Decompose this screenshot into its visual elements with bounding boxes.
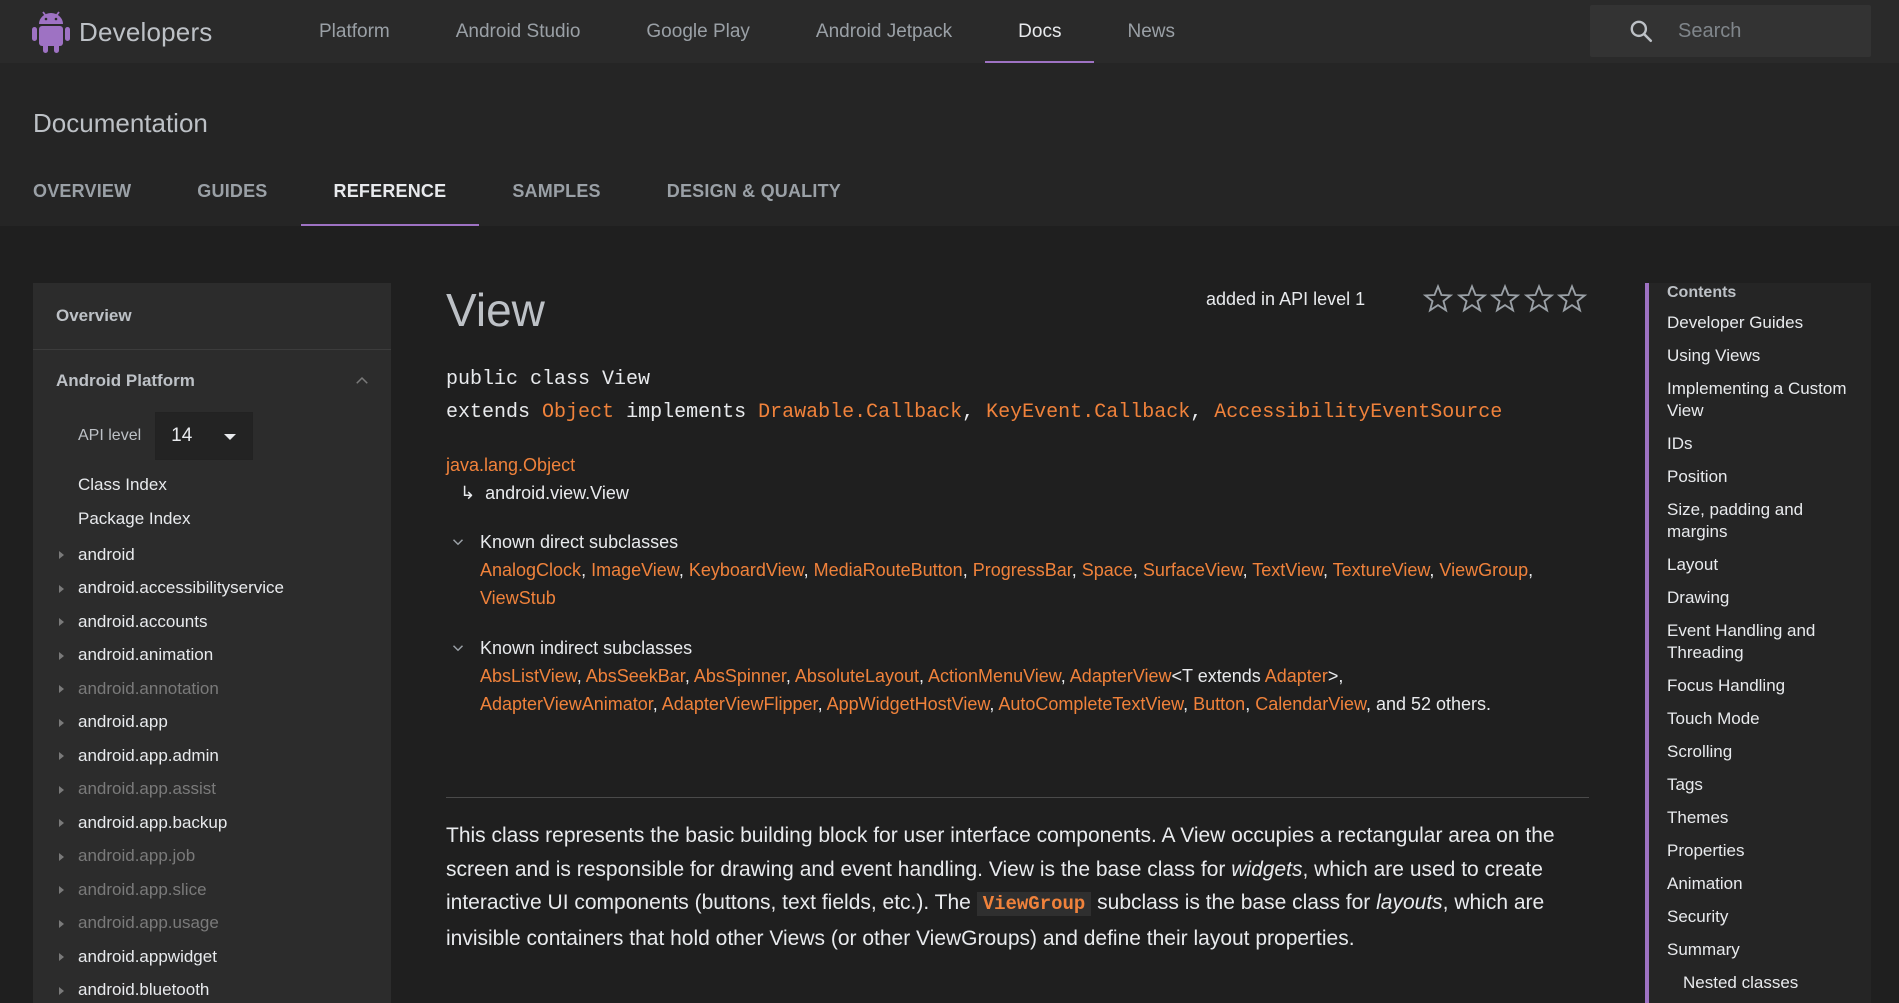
expand-arrow-icon[interactable] (59, 719, 64, 727)
sidebar-package-item[interactable] (33, 840, 391, 874)
star-icon[interactable] (1422, 283, 1454, 315)
api-level-label: API level (78, 427, 142, 444)
subclass-link[interactable]: AbsListView (480, 666, 577, 686)
tab-design-quality[interactable]: DESIGN & QUALITY (666, 180, 841, 201)
subclass-link[interactable]: ProgressBar (972, 560, 1072, 580)
toc-item[interactable]: Animation (1667, 874, 1743, 893)
sidebar-package-label: android.app.assist (78, 779, 216, 799)
subclass-link[interactable]: AbsSeekBar (585, 666, 685, 686)
expand-arrow-icon[interactable] (59, 953, 64, 961)
top-bar (0, 0, 1899, 63)
direct-subclasses-list: AnalogClock, ImageView, KeyboardView, MediaRouteButton, ProgressBar, Space, SurfaceView, TextView, TextureView, ViewGroup, ViewStub (480, 560, 1534, 608)
page-title: View (446, 284, 545, 336)
subclass-link[interactable]: AdapterView (1069, 666, 1172, 686)
direct-subclasses-toggle[interactable] (446, 528, 1591, 556)
direct-subclasses-label: Known direct subclasses (480, 532, 679, 552)
star-icon[interactable] (1556, 283, 1588, 315)
dropdown-caret-icon (224, 434, 236, 440)
sidebar-package-item[interactable] (33, 672, 391, 706)
toc-item[interactable]: Drawing (1667, 588, 1730, 607)
expand-arrow-icon[interactable] (59, 652, 64, 660)
expand-arrow-icon[interactable] (59, 685, 64, 693)
sidebar-item-overview[interactable]: Overview (33, 283, 391, 350)
tab-samples[interactable]: SAMPLES (512, 180, 601, 201)
expand-arrow-icon[interactable] (59, 819, 64, 827)
toc-item[interactable]: Tags (1667, 775, 1703, 794)
subclass-link[interactable]: ViewStub (480, 588, 556, 608)
indirect-line-1: AbsListView, AbsSeekBar, AbsSpinner, AbsoluteLayout, ActionMenuView, AdapterView<T extends Adapter>, (480, 666, 1344, 686)
class-description: This class represents the basic building block for user interface components. A View occupies a rectangular area on the screen and is responsible for drawing and event handling. View is the base class for widgets, which are used to create interactive UI components (buttons, text fields, etc.). The ViewGroup subclass is the base class for layouts, which are invisible containers that hold other Views (or other ViewGroups) and define their layout properties. (446, 824, 1555, 950)
sidebar-package-item[interactable] (33, 706, 391, 740)
toc-item[interactable]: Size, padding and margins (1667, 500, 1804, 541)
left-sidebar (33, 283, 391, 1003)
hierarchy-child (446, 479, 629, 507)
indirect-subclasses (446, 634, 1591, 718)
sidebar-package-item[interactable] (33, 538, 391, 572)
table-of-contents (1645, 283, 1871, 1003)
sidebar-package-label: android (78, 544, 135, 564)
subclass-link[interactable]: SurfaceView (1142, 560, 1243, 580)
subclass-link[interactable]: AdapterViewFlipper (661, 694, 818, 714)
package-list (33, 538, 391, 1003)
tab-guides[interactable]: GUIDES (197, 180, 268, 201)
expand-arrow-icon[interactable] (59, 886, 64, 894)
indirect-subclasses-label: Known indirect subclasses (480, 638, 693, 658)
indirect-subclasses-list (446, 662, 1591, 718)
sidebar-section-android-platform[interactable] (33, 350, 391, 412)
toc-item[interactable]: IDs (1667, 434, 1693, 453)
sidebar-package-item[interactable] (33, 572, 391, 606)
nav-news[interactable]: News (1127, 20, 1175, 42)
hierarchy-arrow-icon: ↳ (460, 483, 486, 503)
subclass-link[interactable]: AdapterViewAnimator (480, 694, 653, 714)
object-link[interactable]: Object (542, 401, 615, 424)
toc-item[interactable]: Using Views (1667, 346, 1761, 365)
sidebar-package-item[interactable] (33, 940, 391, 974)
toc-item[interactable]: Touch Mode (1667, 709, 1760, 728)
sidebar-package-item[interactable] (33, 873, 391, 907)
api-level-row (33, 412, 391, 460)
class-signature (446, 363, 1502, 429)
interface-link-accessibility-event-source[interactable]: AccessibilityEventSource (1214, 401, 1503, 424)
nav-platform[interactable]: Platform (319, 20, 390, 42)
star-icon[interactable] (1456, 283, 1488, 315)
toc-item[interactable]: Focus Handling (1667, 676, 1786, 695)
documentation-title: Documentation (33, 108, 208, 138)
nav-docs[interactable]: Docs (985, 0, 1094, 63)
tab-overview[interactable]: OVERVIEW (33, 180, 132, 201)
toc-item[interactable]: Summary (1667, 940, 1740, 959)
star-icon[interactable] (1523, 283, 1555, 315)
signature-line-1: public class View (446, 368, 651, 391)
sidebar-package-item[interactable] (33, 806, 391, 840)
sidebar-package-item[interactable] (33, 907, 391, 941)
api-level-value: 14 (171, 425, 193, 446)
toc-item[interactable]: Properties (1667, 841, 1745, 860)
sidebar-package-label: android.app (78, 712, 168, 732)
subclass-link[interactable]: AppWidgetHostView (826, 694, 990, 714)
sidebar-package-item[interactable] (33, 974, 391, 1003)
toc-item[interactable]: Implementing a Custom View (1667, 379, 1847, 420)
sidebar-package-label: android.bluetooth (78, 980, 210, 1000)
toc-sub-item[interactable]: Nested classes (1683, 973, 1799, 992)
toc-item[interactable]: Position (1667, 467, 1728, 486)
indirect-subclasses-toggle[interactable] (446, 634, 1591, 662)
toc-heading: Contents (1667, 284, 1737, 301)
sidebar-package-item[interactable] (33, 773, 391, 807)
tab-reference[interactable]: REFERENCE (301, 156, 480, 226)
expand-arrow-icon[interactable] (59, 585, 64, 593)
star-icon[interactable] (1489, 283, 1521, 315)
subclass-link[interactable]: AnalogClock (480, 560, 582, 580)
sidebar-package-label: android.accessibilityservice (78, 578, 284, 598)
extends-keyword: extends (446, 401, 531, 424)
sidebar-package-label: android.app.slice (78, 879, 207, 899)
search-box[interactable] (1590, 5, 1871, 57)
api-added-label: added in API level 1 (1206, 289, 1366, 309)
chevron-down-icon (449, 533, 467, 551)
android-logo-icon (31, 10, 71, 54)
hierarchy-parent-link[interactable]: java.lang.Object (446, 455, 576, 475)
search-input[interactable] (1678, 20, 1848, 43)
direct-subclasses (446, 528, 1591, 612)
search-icon[interactable] (1628, 18, 1654, 44)
subclass-link[interactable]: AbsSpinner (693, 666, 786, 686)
subclass-link[interactable]: TextureView (1332, 560, 1430, 580)
sidebar-section-label: Android Platform (56, 371, 195, 390)
sidebar-package-label: android.appwidget (78, 946, 217, 966)
toc-list (1649, 307, 1871, 1000)
top-nav (286, 0, 1208, 63)
sidebar-item-package-index[interactable]: Package Index (78, 509, 191, 528)
expand-arrow-icon[interactable] (59, 752, 64, 760)
logo[interactable] (31, 10, 213, 54)
api-level-select[interactable] (155, 412, 253, 460)
nav-google-play[interactable]: Google Play (646, 20, 750, 42)
sidebar-package-label: android.animation (78, 645, 214, 665)
hierarchy-child-label: android.view.View (485, 483, 629, 503)
interface-link-drawable-callback[interactable]: Drawable.Callback (758, 401, 963, 424)
sidebar-package-item[interactable] (33, 605, 391, 639)
expand-arrow-icon[interactable] (59, 551, 64, 559)
sidebar-package-label: android.app.job (78, 846, 196, 866)
toc-item[interactable]: Layout (1667, 555, 1719, 574)
subclass-link[interactable]: CalendarView (1255, 694, 1366, 714)
signature-line-2: extends Object implements Drawable.Callback, KeyEvent.Callback, AccessibilityEventSource (446, 401, 1503, 424)
sidebar-package-label: android.app.backup (78, 812, 228, 832)
sidebar-package-item[interactable] (33, 639, 391, 673)
toc-item[interactable]: Event Handling and Threading (1667, 621, 1816, 662)
section-divider (446, 797, 1589, 798)
interface-link-keyevent-callback[interactable]: KeyEvent.Callback (986, 401, 1191, 424)
subclass-link[interactable]: Button (1193, 694, 1246, 714)
subclass-link[interactable]: MediaRouteButton (813, 560, 963, 580)
expand-arrow-icon[interactable] (59, 987, 64, 995)
subclass-link[interactable]: ActionMenuView (928, 666, 1061, 686)
subclass-link[interactable]: Space (1081, 560, 1133, 580)
adapter-link[interactable]: Adapter (1264, 666, 1328, 686)
indirect-line-2: AdapterViewAnimator, AdapterViewFlipper, AppWidgetHostView, AutoCompleteTextView, Button, CalendarView, and 52 others. (480, 694, 1492, 714)
rating-stars (1422, 283, 1590, 315)
nav-android-jetpack[interactable]: Android Jetpack (815, 20, 953, 42)
toc-item[interactable]: Themes (1667, 808, 1729, 827)
expand-arrow-icon[interactable] (59, 618, 64, 626)
implements-keyword: implements (626, 401, 747, 424)
expand-arrow-icon[interactable] (59, 786, 64, 794)
nav-android-studio[interactable]: Android Studio (455, 20, 581, 42)
chevron-up-icon[interactable] (353, 372, 371, 390)
toc-item[interactable]: Security (1667, 907, 1729, 926)
sidebar-package-item[interactable] (33, 739, 391, 773)
chevron-down-icon (449, 639, 467, 657)
sidebar-package-label: android.app.usage (78, 913, 219, 933)
sidebar-item-class-index[interactable]: Class Index (78, 475, 167, 494)
others-count: , and 52 others. (1365, 694, 1492, 714)
sidebar-package-label: android.app.admin (78, 745, 219, 765)
expand-arrow-icon[interactable] (59, 920, 64, 928)
subclass-link[interactable]: TextView (1252, 560, 1323, 580)
subclass-link[interactable]: ImageView (591, 560, 679, 580)
subclass-link[interactable]: ViewGroup (1439, 560, 1529, 580)
inheritance-hierarchy (446, 451, 629, 507)
subclass-link[interactable]: AutoCompleteTextView (998, 694, 1184, 714)
sidebar-package-label: android.annotation (78, 678, 219, 698)
subclass-link[interactable]: AbsoluteLayout (794, 666, 920, 686)
doc-tabs (0, 156, 874, 226)
sidebar-package-label: android.accounts (78, 611, 208, 631)
toc-item[interactable]: Developer Guides (1667, 313, 1804, 332)
viewgroup-code-link[interactable]: ViewGroup (977, 892, 1092, 916)
toc-item[interactable]: Scrolling (1667, 742, 1733, 761)
subclass-link[interactable]: KeyboardView (688, 560, 804, 580)
expand-arrow-icon[interactable] (59, 853, 64, 861)
logo-text: Developers (79, 16, 213, 47)
